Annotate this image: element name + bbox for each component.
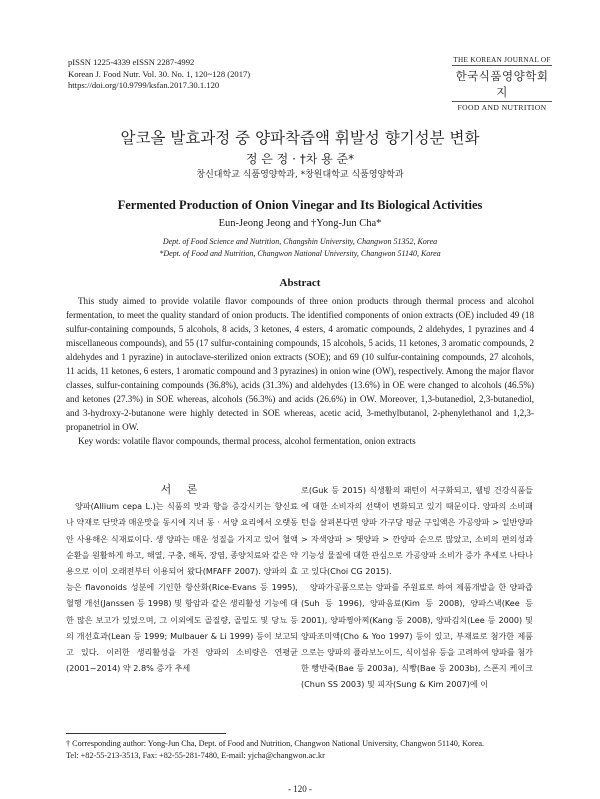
- journal-name-ko: 한국식품영양학회지: [455, 69, 549, 99]
- journal-logo: [452, 56, 552, 112]
- footnote-contact: Tel: +82-55-213-3513, Fax: +82-55-281-7480, E-mail: yjcha@changwon.ac.kr: [66, 751, 325, 760]
- affiliation-english: [0, 236, 600, 260]
- section-title-introduction: 서 론: [160, 483, 204, 496]
- abstract-text: This study aimed to provide volatile flavor compounds of three onion products through thermal process and alcohol fermentation, to meet the quality standard of onion products. The identified components of onion extracts (OE) included 49 (18 sulfur-containing compounds, 5 alcohols, 8 acids, 3 ketones, 4 esters, 4 aromatic compounds, 2 aldehydes, 1 pyrazines and 4 miscellaneous compounds), and 55 (17 sulfur-containing compounds, 15 alcohols, 5 acids, 11 ketones, 3 aromatic compounds, 2 aldehydes and 1 pyrazine) in autoclave-sterilized onion extracts (SOE); and 69 (10 sulfur-containing compounds, 27 alcohols, 11 acids, 11 ketones, 6 esters, 1 aromatic compound and 3 pyrazines) in onion wine (OW), respectively. Among the major flavor classes, sulfur-containing compounds (36.8%), acids (31.3%) and aldehydes (13.6%) in OE were changed to alcohols (46.5%) and ketones (27.3%) in SOE whereas, alcohols (56.3%) and acids (26.6%) in OW. Moreover, 1,3-butanediol, 2,3-butanediol, and 3-hydroxy-2-butanone were highly detected in SOE whereas, acetic acid, 3-methylbutanol, 2-phenylethanol and 1,2,3-propanetriol in OW.: [66, 296, 534, 432]
- abstract: [66, 294, 534, 448]
- citation-line: Korean J. Food Nutr. Vol. 30. No. 1, 120~128 (2017): [68, 68, 251, 79]
- authors-english: Eun-Jeong Jeong and †Yong-Jun Cha*: [218, 218, 382, 229]
- title-english: Fermented Production of Onion Vinegar and Its Biological Activities: [117, 198, 483, 212]
- journal-name-en-top: THE KOREAN JOURNAL OF: [453, 56, 551, 64]
- keywords: Key words: volatile flavor compounds, thermal process, alcohol fermentation, onion extracts: [78, 436, 416, 446]
- footnote-author: † Corresponding author: Yong-Jun Cha, Dept. of Food and Nutrition, Changwon National University, Changwon 51140, Korea.: [66, 739, 485, 748]
- footnote: [66, 738, 536, 762]
- authors-korean: 정 은 정 · †차 용 준*: [245, 152, 355, 166]
- affiliation-english-1: Dept. of Food Science and Nutrition, Changshin University, Changwon 51352, Korea: [162, 237, 438, 246]
- affiliation-korean: 창신대학교 식품영양학과, *창원대학교 식품영양학과: [196, 170, 404, 180]
- footnote-divider: [66, 733, 226, 734]
- doi-link[interactable]: https://doi.org/10.9799/ksfan.2017.30.1.120: [68, 80, 220, 91]
- body-paragraph: 양파가공품으로는 양파를 주원료로 하여 제품개발을 한 양파즙(Suh 등 1996), 양파음료(Kim 등 2008), 양파스낵(Kee 등 2001), 양파찡아찌(Kang 등 2008), 양파김치(Lee 등 2000) 및 양파조미액(Cho & Yoo 1997) 등이 있고, 부재료로 첨가한 제품으로는 양파의 플라보노이드, 식이섬유 등을 고려하여 양파를 첨가한 빵반죽(Bae 등 2003a), 식빵(Bae 등 2003b), 스폰지 케이크(Chun SS 2003) 및 피자(Sung & Kim 2007)에 이: [301, 582, 533, 690]
- journal-name-en-bottom: FOOD AND NUTRITION: [452, 101, 552, 112]
- body-column-left: [66, 482, 298, 676]
- abstract-heading: Abstract: [279, 277, 321, 289]
- title-korean: 알코올 발효과정 중 양파착즙액 휘발성 향기성분 변화: [120, 129, 480, 147]
- issn-line: pISSN 1225-4339 eISSN 2287-4992: [68, 57, 195, 67]
- affiliation-english-2: *Dept. of Food and Nutrition, Changwon National University, Changwon 51140, Korea: [159, 249, 441, 258]
- page-number: - 120 -: [288, 784, 312, 794]
- body-paragraph: 로(Guk 등 2015) 식생활의 패턴이 서구화되고, 웰빙 건강식품들에 대한 소비자의 선택이 변화되고 있기 때문이다. 양파의 소비패턴을 살펴본다면 양파 가구당 평균 구입액은 가공양파 > 일반양파 > 자색양파 > 햇양파 > 깐양파 순으로 많았고, 소비의 편의성과 기능성 물질에 대한 관심으로 가공양파 소비가 증가 추세로 나타나고 있다(Choi CG 2015).: [301, 485, 533, 577]
- citation-block: [68, 57, 250, 92]
- body-column-right: [301, 482, 533, 693]
- body-paragraph: 양파(Allium cepa L.)는 식품의 맛과 향을 증강시키는 향신료나 약재로 단맛과 매운맛을 동시에 지녀 동 · 서양 요리에서 오랫동안 사용해온 식재료이다. 생 양파는 매운 성질을 가지고 있어 혈액 순환을 원활하게 하고, 해열, 구충, 해독, 장염, 종양치료와 같은 약용으로 이미 오래전부터 이용되어 왔다(MFAFF 2007). 양파의 효능은 flavonoids 성분에 기인한 항산화(Rice-Evans 등 1995), 혈행 개선(Janssen 등 1998) 및 항암과 같은 생리활성 기능에 대한 많은 보고가 있었으며, 그 이외에도 골질량, 골밀도 및 당뇨 등의 개선효과(Lean 등 1999; Mulbauer & Li 1999) 등이 보고되고 있다. 이러한 생리활성을 가진 양파의 소비량은 연평균(2001~2014) 약 2.8% 증가 추세: [66, 501, 298, 674]
